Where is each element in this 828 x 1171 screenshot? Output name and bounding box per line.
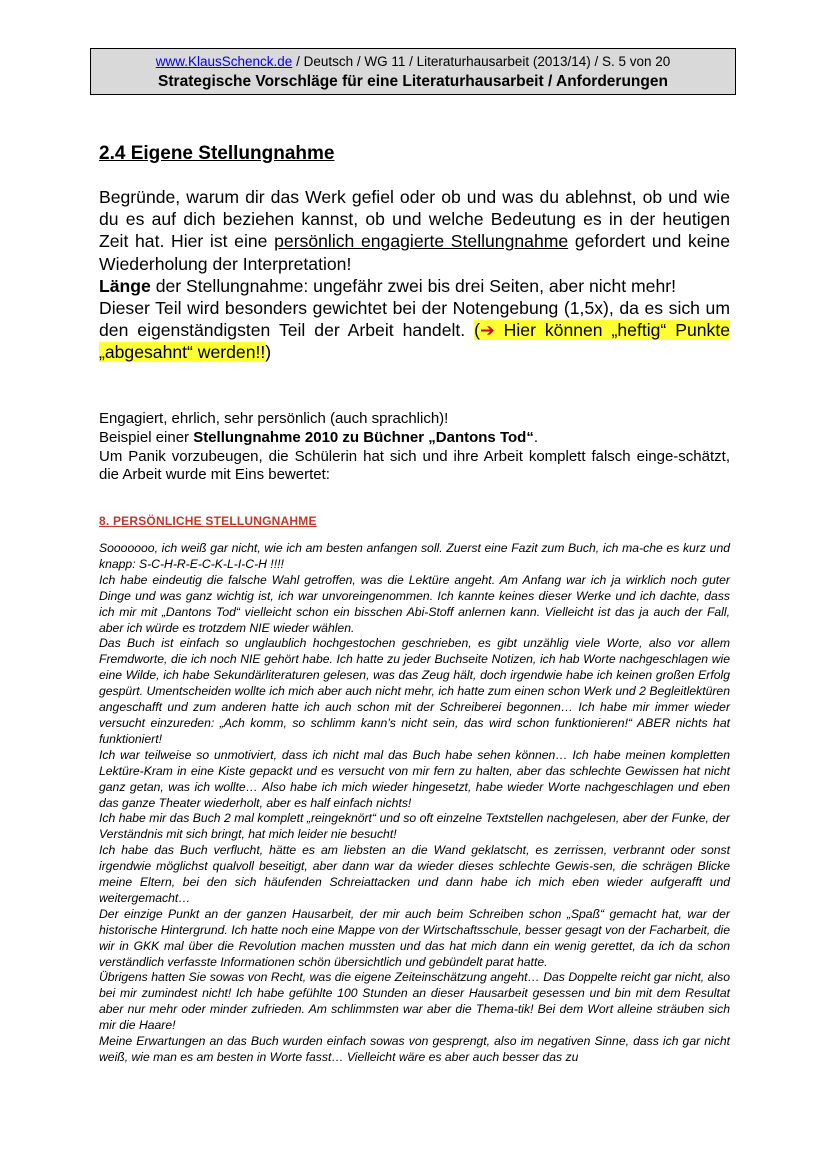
example-line-3: Um Panik vorzubeugen, die Schülerin hat sich und ihre Arbeit komplett falsch einge-schätzt, die Arbeit wurde mit Eins bewertet:	[99, 447, 730, 484]
intro-length-label: Länge	[99, 275, 151, 296]
example-intro	[99, 410, 730, 485]
intro-paragraph-1	[99, 186, 730, 275]
student-heading-part-2: ERSÖNLICHE	[121, 514, 206, 528]
student-heading-part-3: S	[205, 514, 214, 528]
statement-paragraph: Übrigens hatten Sie sowas von Recht, was die eigene Zeiteinschätzung angeht… Das Doppelte reicht gar nicht, also bei mir zumindest nicht! Ich habe gefühlte 100 Stunden an dieser Hausarbeit gesessen und bin mit dem Resultat aber nur mehr oder minder zufrieden. Am schlimmsten war aber die Thema-tik! Bei dem Wort alleine sträuben sich mir die Haare!	[99, 970, 730, 1033]
statement-paragraph: Das Buch ist einfach so unglaublich hochgestochen geschrieben, es gibt unzählig viele Worte, also vor allem Fremdworte, die ich noch NIE gehört habe. Ich hatte zu jeder Buchseite Notizen, ich hab Worte nachgeschlagen wie eine Wilde, ich habe Sekundärliteraturen gelesen, was das Zeug hält, doch irgendwie habe ich keinen großen Erfolg gespürt. Umentscheiden wollte ich mich aber auch nicht mehr, ich hatte zum einen schon Werk und 2 Begleitlektüren angeschafft und zum anderen hatte ich auch schon mit der Schreiberei begonnen… Ich habe mir immer wieder versucht einzureden: „Ach komm, so schlimm kann’s nicht sein, das wird schon funktionieren!“ ABER nichts hat funktioniert!	[99, 636, 730, 746]
header-subtitle: Strategische Vorschläge für eine Literaturhausarbeit / Anforderungen	[158, 73, 668, 90]
highlight-open-paren: (	[474, 320, 480, 341]
intro-paragraph-3	[99, 297, 730, 364]
statement-paragraph: Sooooooo, ich weiß gar nicht, wie ich am besten anfangen soll. Zuerst eine Fazit zum Buch, ich ma-che es kurz und knapp: S-C-H-R-E-C-K-L-I-C-H !!!!	[99, 541, 730, 571]
statement-paragraph: Ich habe eindeutig die falsche Wahl getroffen, was die Lektüre angeht. Am Anfang war ich ja wirklich noch guter Dinge und was ganz wichtig ist, ich war unvoreingenommen. Ich kannte keines dieser Werke und ich dachte, dass ich mir mit „Dantons Tod“ vielleicht schon ein bisschen Abi-Stoff anlernen kann. Vielleicht ist das ja auch der Fall, aber ich würde es trotzdem NIE wieder wählen.	[99, 572, 730, 635]
intro-p1-end: gefordert und keine Wiederholung der Interpretation!	[99, 231, 731, 274]
intro-p1-text: Begründe, warum dir das Werk gefiel oder ob und was du ablehnst, ob und wie du es auf dich beziehen kannst, ob und welche Bedeutung es in der heutigen Zeit hat. Hier ist eine	[99, 187, 730, 252]
example-line-2	[99, 429, 730, 448]
statement-paragraph: Ich war teilweise so unmotiviert, dass ich nicht mal das Buch habe sehen können… Ich habe meinen kompletten Lektüre-Kram in eine Kiste gepackt und es versucht von mir fern zu halten, aber das schlechte Gewissen hat nicht ganz getan, was ich wollte… Also habe ich mich wieder hingesetzt, habe wieder Worte nachgeschlagen und eben das ganze Theater wiederholt, aber es half einfach nichts!	[99, 747, 730, 810]
example-line-2-end: .	[533, 428, 538, 446]
intro-text	[99, 186, 730, 364]
intro-p3-text: Dieser Teil wird besonders gewichtet bei der Notengebung (1,5x), da es sich um den eigenständigsten Teil der Arbeit handelt.	[99, 298, 730, 341]
highlight-text: Hier können „heftig“ Punkte „abgesahnt“ werden!!	[99, 320, 730, 363]
statement-paragraph: Ich habe mir das Buch 2 mal komplett „reingeknört“ und so oft einzelne Textstellen nachgelesen, aber der Funke, der Verständnis mit sich bringt, hat mich leider nie besucht!	[99, 811, 730, 842]
website-link[interactable]: www.KlausSchenck.de	[155, 54, 293, 69]
intro-p1-underlined: persönlich engagierte Stellungnahme	[274, 231, 569, 252]
statement-paragraph: Der einzige Punkt an der ganzen Hausarbeit, der mir auch beim Schreiben schon „Spaß“ gemacht hat, war der historische Hintergrund. Ich hatte noch eine Mappe von der Wirtschaftsschule, besser gesagt von der Facharbeit, die wir in GKK mal über die Revolution machen mussten und das hat mich dann ein wenig gerettet, da ich da schon verständlich verfasste Informationen schön übersichtlich und gebündelt parat hatte.	[99, 906, 730, 969]
header-source-line	[91, 54, 735, 70]
student-statement	[99, 541, 730, 1066]
example-line-2-bold: Stellungnahme 2010 zu Büchner „Dantons Tod“	[193, 428, 534, 446]
student-heading-part-1: 8. P	[99, 514, 122, 528]
intro-length-text: der Stellungnahme: ungefähr zwei bis drei Seiten, aber nicht mehr!	[150, 275, 676, 296]
arrow-right-icon: ➔	[479, 320, 495, 341]
example-line-2-text: Beispiel einer	[99, 428, 194, 446]
section-title: 2.4 Eigene Stellungnahme	[99, 143, 335, 164]
student-heading-part-4: TELLUNGNAHME	[213, 514, 317, 528]
header-course-info: / Deutsch / WG 11 / Literaturhausarbeit (2013/14) / S. 5 von 20	[292, 54, 671, 69]
highlight-close-paren: )	[265, 342, 272, 363]
student-section-heading	[99, 514, 317, 528]
statement-paragraph: Ich habe das Buch verflucht, hätte es am liebsten an die Wand geklatscht, es zerrissen, verbrannt oder sonst irgendwie möglichst qualvoll beseitigt, aber dann war da wieder dieses schlechte Gewis-sen, die schrägen Blicke meine Eltern, bei den sich häufenden Schreiattacken und dann habe ich mich eben wieder aufgerafft und weitergemacht…	[99, 843, 730, 905]
example-line-1: Engagiert, ehrlich, sehr persönlich (auch sprachlich)!	[99, 410, 449, 427]
intro-paragraph-2	[99, 275, 730, 297]
page-header	[90, 48, 736, 95]
statement-paragraph: Meine Erwartungen an das Buch wurden einfach sowas von gesprengt, also im negativen Sinne, dass ich gar nicht weiß, wie man es am besten in Worte fasst… Vielleicht wäre es aber auch besser das zu	[99, 1034, 730, 1064]
